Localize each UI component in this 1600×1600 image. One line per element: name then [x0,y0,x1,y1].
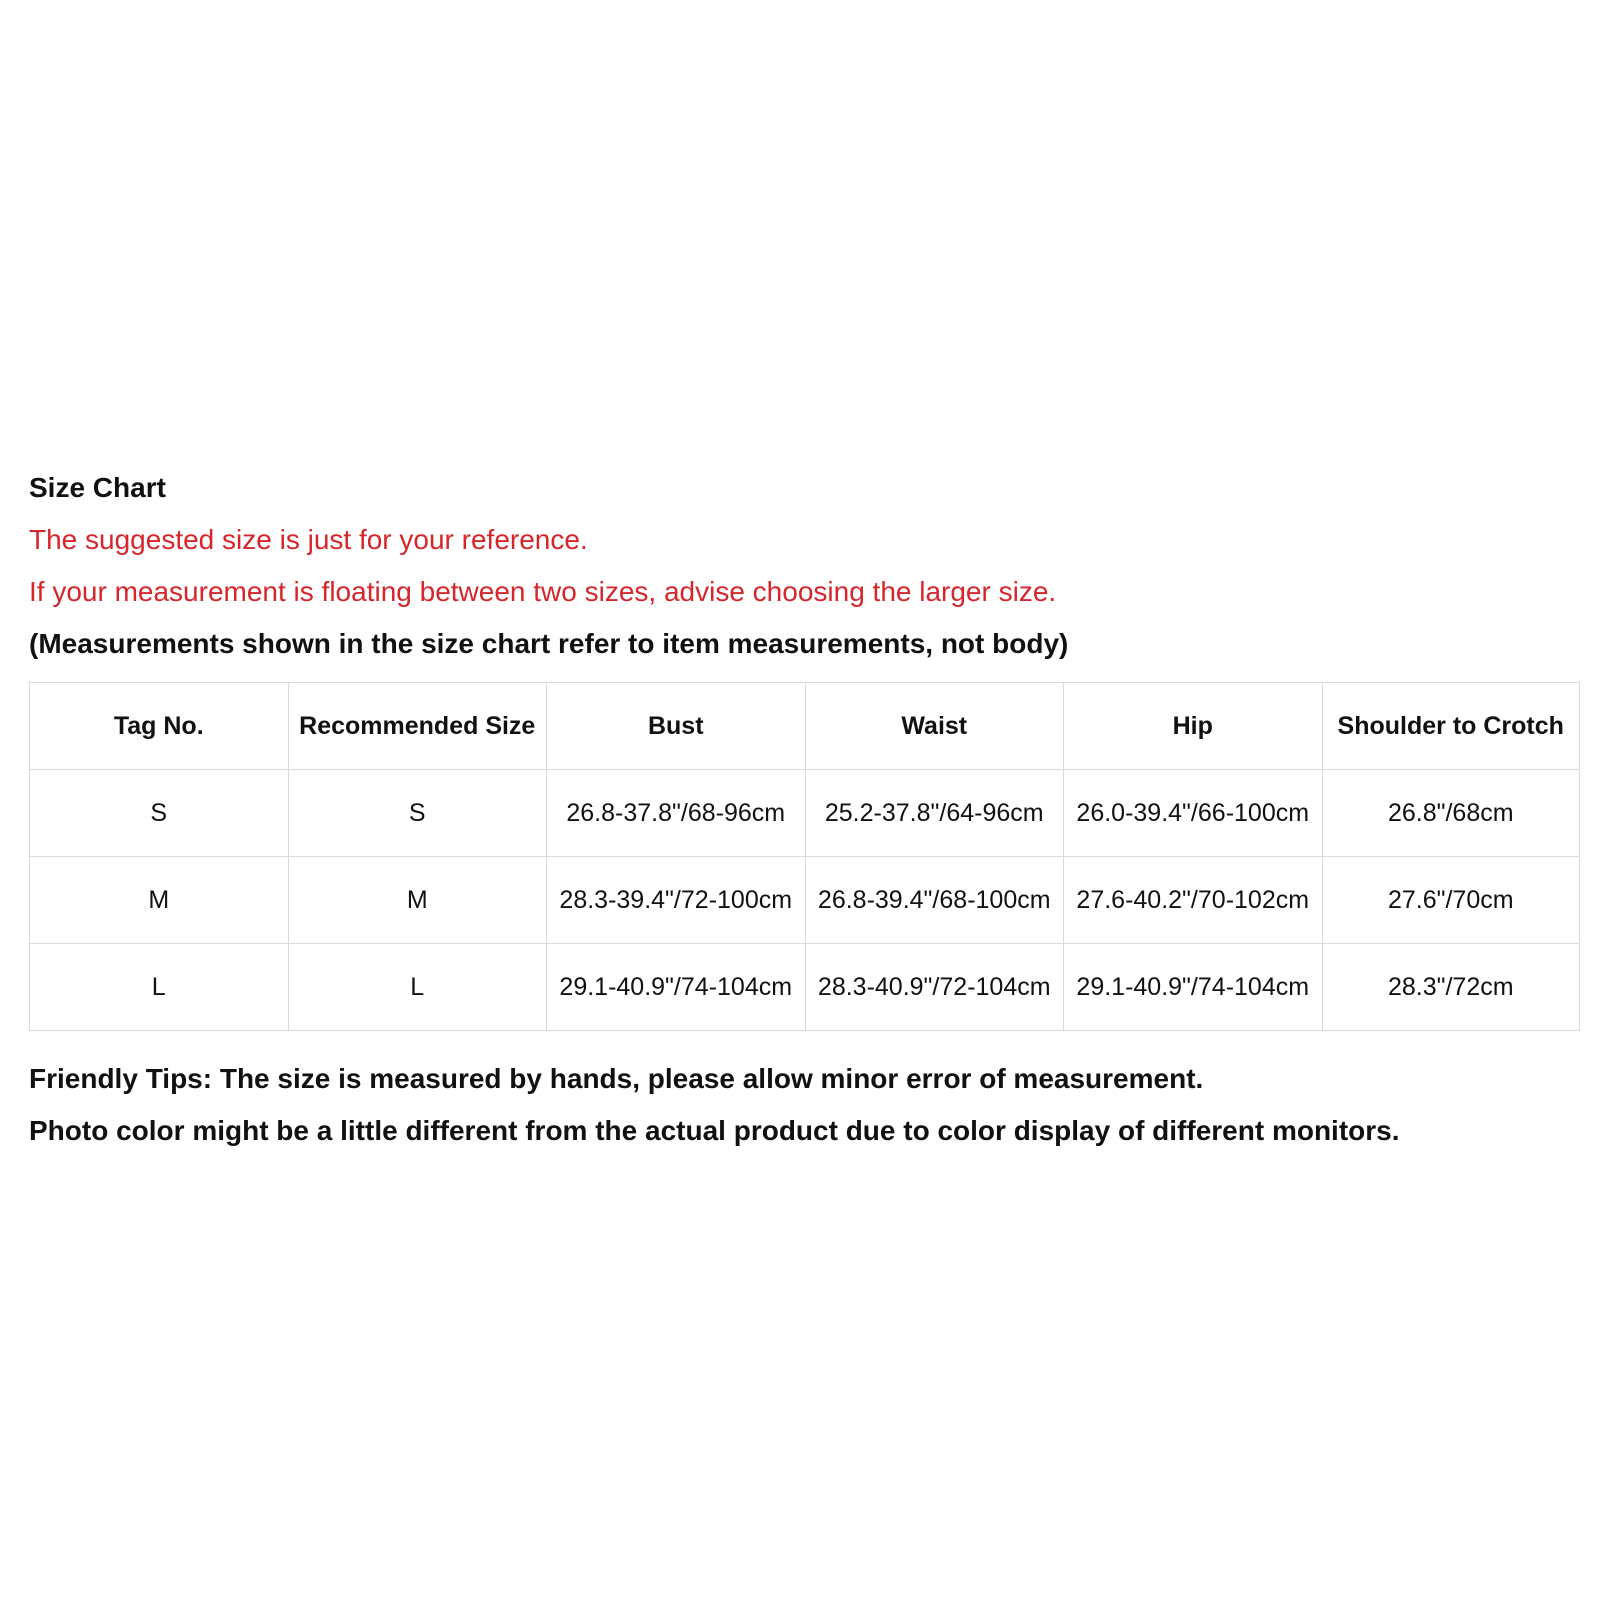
table-row [30,857,1580,944]
header-recommended-size: Recommended Size [288,683,547,770]
table-row [30,944,1580,1031]
cell-shoulder-to-crotch: 27.6"/70cm [1322,857,1580,944]
cell-shoulder-to-crotch: 26.8"/68cm [1322,770,1580,857]
cell-recommended-size: S [288,770,547,857]
cell-waist: 26.8-39.4"/68-100cm [805,857,1064,944]
cell-bust: 29.1-40.9"/74-104cm [547,944,806,1031]
cell-hip: 29.1-40.9"/74-104cm [1064,944,1323,1031]
size-chart-section [29,462,1580,1157]
cell-tag-no: L [30,944,289,1031]
header-hip: Hip [1064,683,1323,770]
cell-hip: 27.6-40.2"/70-102cm [1064,857,1323,944]
measurement-disclaimer: (Measurements shown in the size chart refer to item measurements, not body) [29,628,1069,659]
table-row [30,770,1580,857]
cell-bust: 26.8-37.8"/68-96cm [547,770,806,857]
header-tag-no: Tag No. [30,683,289,770]
size-chart-title: Size Chart [29,472,166,503]
cell-recommended-size: M [288,857,547,944]
table-header-row [30,683,1580,770]
cell-tag-no: M [30,857,289,944]
header-shoulder-to-crotch: Shoulder to Crotch [1322,683,1580,770]
tips-photo-color: Photo color might be a little different from the actual product due to color display of different monitors. [29,1115,1400,1146]
reference-note: The suggested size is just for your reference. [29,524,588,555]
cell-recommended-size: L [288,944,547,1031]
cell-waist: 25.2-37.8"/64-96cm [805,770,1064,857]
cell-bust: 28.3-39.4"/72-100cm [547,857,806,944]
tips-measurement-error: Friendly Tips: The size is measured by hands, please allow minor error of measurement. [29,1063,1204,1094]
cell-tag-no: S [30,770,289,857]
cell-shoulder-to-crotch: 28.3"/72cm [1322,944,1580,1031]
cell-waist: 28.3-40.9"/72-104cm [805,944,1064,1031]
cell-hip: 26.0-39.4"/66-100cm [1064,770,1323,857]
larger-size-advice: If your measurement is floating between two sizes, advise choosing the larger size. [29,576,1057,607]
header-waist: Waist [805,683,1064,770]
friendly-tips [29,1053,1580,1157]
header-bust: Bust [547,683,806,770]
size-table [29,682,1580,1031]
